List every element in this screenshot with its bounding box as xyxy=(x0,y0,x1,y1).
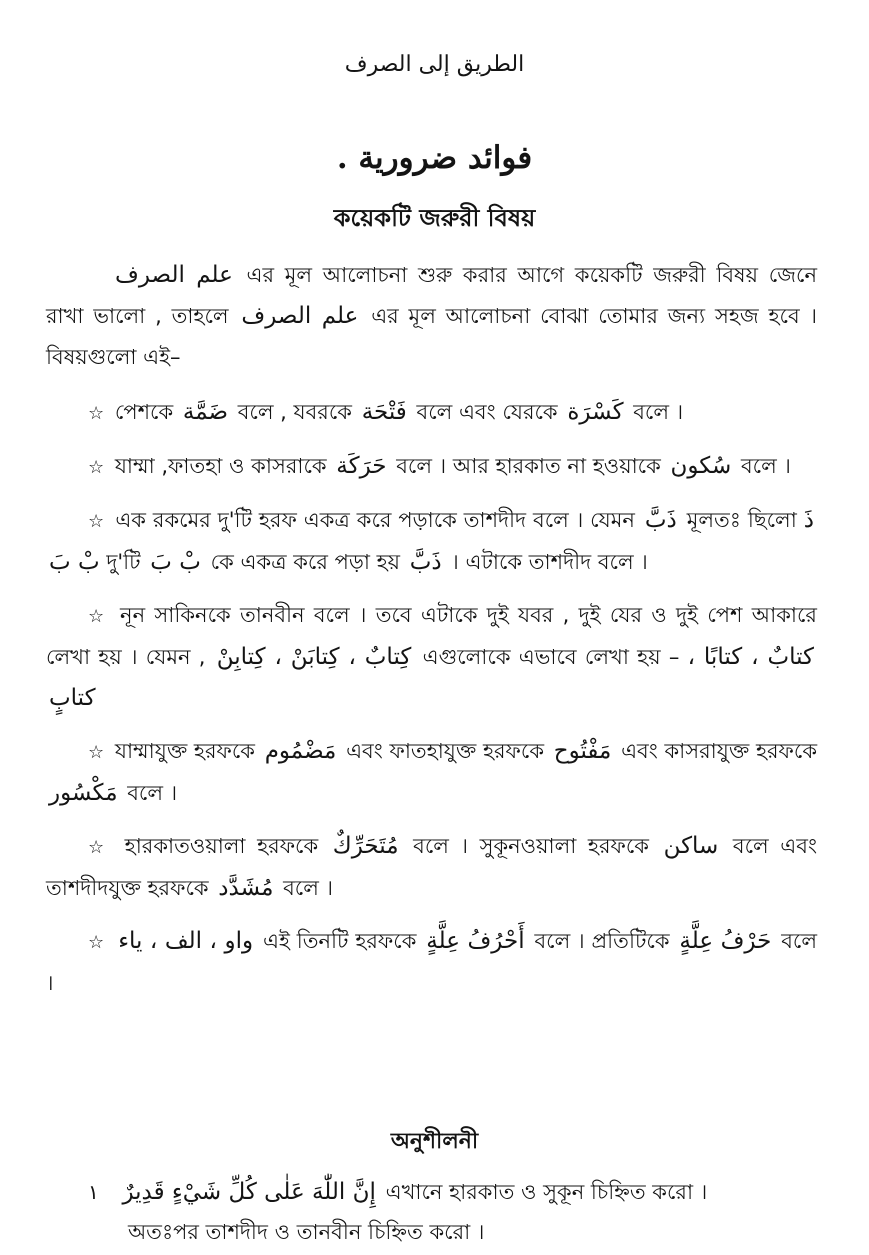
text: এগুলোকে এভাবে লেখা হয় – xyxy=(422,645,680,669)
arabic-term: ذَبَّ xyxy=(409,549,442,575)
text: নূন সাকিনকে তানবীন বলে । তবে এটাকে দুই যবর , দুই যের ও দুই পেশ আকারে লেখা হয় । যেমন , xyxy=(46,603,817,669)
arabic-term: واو ، الف ، ياء xyxy=(118,928,254,954)
text: বলে এবং যেরকে xyxy=(416,400,558,424)
text: বলে , যবরকে xyxy=(237,400,352,424)
arabic-heading: فوائد ضرورية . xyxy=(336,140,533,176)
arabic-term: ضَمَّة xyxy=(182,399,229,425)
running-head: الطريق إلى الصرف xyxy=(344,52,525,77)
text: বলে । আর হারকাত না হওয়াকে xyxy=(396,454,661,478)
text: বলে । xyxy=(127,781,178,805)
arabic-term: كَسْرَة xyxy=(567,399,624,425)
arabic-term: فَتْحَة xyxy=(361,399,407,425)
text: অতঃপর তাশদীদ ও তানবীন চিহ্নিত করো । xyxy=(128,1220,485,1244)
text: বলে । প্রতিটিকে xyxy=(534,929,670,953)
arabic-term: مُشَدَّد xyxy=(218,875,274,901)
exercise xyxy=(88,1172,808,1252)
exercise-line xyxy=(88,1212,808,1252)
text: এক রকমের দু'টি হরফ একত্র করে পড়াকে তাশদীদ বলে । যেমন xyxy=(115,508,635,532)
text: এর মূল আলোচনা বোঝা তোমার জন্য সহজ হবে । বিষয়গুলো এই– xyxy=(46,304,817,369)
bangla-heading: কয়েকটি জরুরী বিষয় xyxy=(333,204,536,232)
text: যাম্মা ,ফাতহা ও কাসরাকে xyxy=(114,454,327,478)
star-icon: ☆ xyxy=(88,932,105,953)
text: । এটাকে তাশদীদ বলে । xyxy=(451,550,648,574)
text: বলে । xyxy=(633,400,684,424)
arabic-term: ذَ بْ بَ xyxy=(49,507,814,575)
arabic-term: مَفْتُوح xyxy=(553,738,612,764)
text: পেশকে xyxy=(114,400,174,424)
star-icon: ☆ xyxy=(88,606,107,627)
text: হারকাতওয়ালা হরফকে xyxy=(124,834,319,858)
exercise-line xyxy=(88,1172,808,1212)
text: এবং কাসরাযুক্ত হরফকে xyxy=(621,739,818,763)
arabic-term: مَضْمُوم xyxy=(264,738,337,764)
arabic-term: مَكْسُور xyxy=(49,780,118,806)
text: বলে এবং তাশদীদযুক্ত হরফকে xyxy=(46,834,817,900)
arabic-term: كِتابٌ ، كِتابَنْ ، كِتابِنْ xyxy=(216,644,412,670)
arabic-term: حَرْفُ عِلَّةٍ xyxy=(679,928,772,954)
text: দু'টি xyxy=(106,550,141,574)
star-icon: ☆ xyxy=(88,837,110,858)
arabic-term: سُكون xyxy=(670,453,732,479)
list-item xyxy=(46,826,817,909)
text: এবং ফাতহাযুক্ত হরফকে xyxy=(346,739,545,763)
arabic-term: كتابٌ ، كتابًا ، كتابٍ xyxy=(49,644,814,711)
list-item xyxy=(46,392,817,434)
arabic-term: علم الصرف xyxy=(115,262,233,288)
arabic-term: حَرَكَة xyxy=(336,453,387,479)
arabic-term: ذَبَّ xyxy=(644,507,677,533)
text: বলে । xyxy=(740,454,791,478)
list-item xyxy=(46,921,817,1004)
arabic-term: ساكن xyxy=(663,833,719,859)
text: মূলতঃ ছিলো xyxy=(686,508,797,532)
list-item xyxy=(46,446,817,488)
text: বলে । xyxy=(283,876,334,900)
star-icon: ☆ xyxy=(88,742,105,763)
star-icon: ☆ xyxy=(88,403,105,424)
exercise-number: ١ xyxy=(88,1180,99,1204)
text: এখানে হারকাত ও সুকূন চিহ্নিত করো । xyxy=(385,1180,708,1204)
intro-paragraph xyxy=(46,255,817,378)
list-item xyxy=(46,731,817,814)
text: এই তিনটি হরফকে xyxy=(262,929,417,953)
text: বলে । xyxy=(46,929,817,995)
text: যাম্মাযুক্ত হরফকে xyxy=(114,739,255,763)
list-item xyxy=(46,595,817,719)
arabic-sentence: إِنَّ اللّٰهَ عَلٰى كُلِّ شَيْءٍ قَدِيرٌ xyxy=(122,1179,376,1205)
list-item xyxy=(46,500,817,583)
text: কে একত্র করে পড়া হয় xyxy=(210,550,401,574)
arabic-term: أَحْرُفُ عِلَّةٍ xyxy=(426,928,525,954)
star-icon: ☆ xyxy=(88,511,105,532)
exercise-heading: অনুশীলনী xyxy=(390,1129,479,1154)
arabic-term: مُتَحَرِّكٌ xyxy=(332,833,399,859)
arabic-term: علم الصرف xyxy=(241,303,359,329)
star-icon: ☆ xyxy=(88,457,105,478)
arabic-term: بْ بَ xyxy=(150,549,201,575)
text: এর মূল আলোচনা শুরু করার আগে কয়েকটি জরুরী বিষয় জেনে রাখা ভালো , তাহলে xyxy=(46,263,817,328)
body-text xyxy=(46,255,817,1016)
text: বলে । সুকূনওয়ালা হরফকে xyxy=(413,834,649,858)
